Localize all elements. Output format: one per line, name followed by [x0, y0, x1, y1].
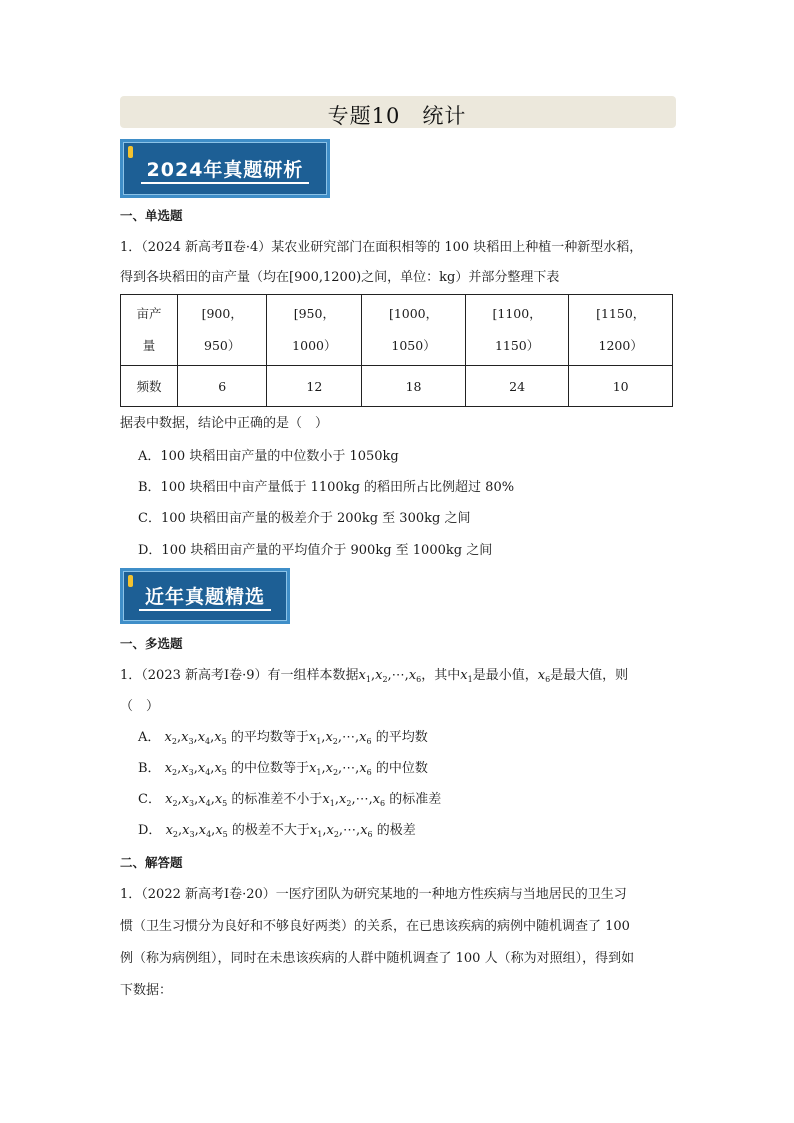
option-a: A． $x_2,x_3,x_4,x_5$ 的平均数等于$x_1,x_2,\cdots,x_6$ 的平均数	[138, 730, 428, 746]
table-cell: [900， 950）	[178, 295, 267, 366]
option-d: D． $x_2,x_3,x_4,x_5$ 的极差不大于$x_1,x_2,\cdots,x_6$ 的极差	[138, 823, 416, 839]
option-a: A．100 块稻田亩产量的中位数小于 1050kg	[138, 449, 399, 464]
table-cell: 6	[178, 366, 267, 407]
table-header-cell: 亩产 量	[121, 295, 178, 366]
question-text: 下数据：	[120, 983, 173, 998]
section-heading: 一、单选题	[120, 208, 183, 223]
banner-label: 2024年真题研析	[146, 159, 304, 181]
banner-underline	[139, 609, 271, 611]
section-banner-recent	[120, 568, 290, 624]
option-c: C．100 块稻田亩产量的极差介于 200kg 至 300kg 之间	[138, 511, 471, 526]
table-cell: 24	[465, 366, 569, 407]
question-text: 惯（卫生习惯分为良好和不够良好两类）的关系，在已患该疾病的病例中随机调查了 100	[120, 919, 630, 934]
table-cell: 12	[267, 366, 362, 407]
question-text: （ ）	[120, 699, 160, 714]
frequency-table	[120, 294, 673, 407]
table-cell: 18	[362, 366, 466, 407]
table-header-cell: 频数	[121, 366, 178, 407]
option-c: C． $x_2,x_3,x_4,x_5$ 的标准差不小于$x_1,x_2,\cdots,x_6$ 的标准差	[138, 792, 442, 808]
question-text: 得到各块稻田的亩产量（均在[900,1200)之间，单位：kg）并部分整理下表	[120, 270, 560, 285]
option-d: D．100 块稻田亩产量的平均值介于 900kg 至 1000kg 之间	[138, 543, 493, 558]
table-row	[121, 366, 673, 407]
question-text: 据表中数据，结论中正确的是（ ）	[120, 416, 329, 431]
table-cell: [950， 1000）	[267, 295, 362, 366]
banner-label: 近年真题精选	[144, 586, 265, 608]
table-cell: [1150， 1200）	[569, 295, 673, 366]
option-b: B．100 块稻田中亩产量低于 1100kg 的稻田所占比例超过 80%	[138, 480, 515, 495]
table-cell: [1000， 1050）	[362, 295, 466, 366]
page-title: 专题10 统计	[327, 104, 467, 128]
section-banner-2024	[120, 139, 330, 198]
question-text: 1．（2024 新高考Ⅱ卷·4）某农业研究部门在面积相等的 100 块稻田上种植一种新型水稻，	[120, 240, 643, 255]
section-heading: 二、解答题	[120, 855, 183, 870]
table-row	[121, 295, 673, 366]
question-text: 例（称为病例组），同时在未患该疾病的人群中随机调查了 100 人（称为对照组），得到如	[120, 951, 635, 966]
section-heading: 一、多选题	[120, 636, 183, 651]
option-b: B． $x_2,x_3,x_4,x_5$ 的中位数等于$x_1,x_2,\cdots,x_6$ 的中位数	[138, 761, 428, 777]
question-text: 1．（2023 新高考Ⅰ卷·9）有一组样本数据$x_1,x_2,\cdots,x_6$，其中$x_1$是最小值，$x_6$是最大值，则	[120, 668, 629, 684]
table-cell: 10	[569, 366, 673, 407]
table-cell: [1100， 1150）	[465, 295, 569, 366]
banner-underline	[141, 182, 309, 184]
question-text: 1．（2022 新高考Ⅰ卷·20）一医疗团队为研究某地的一种地方性疾病与当地居民的卫生习	[120, 887, 627, 902]
